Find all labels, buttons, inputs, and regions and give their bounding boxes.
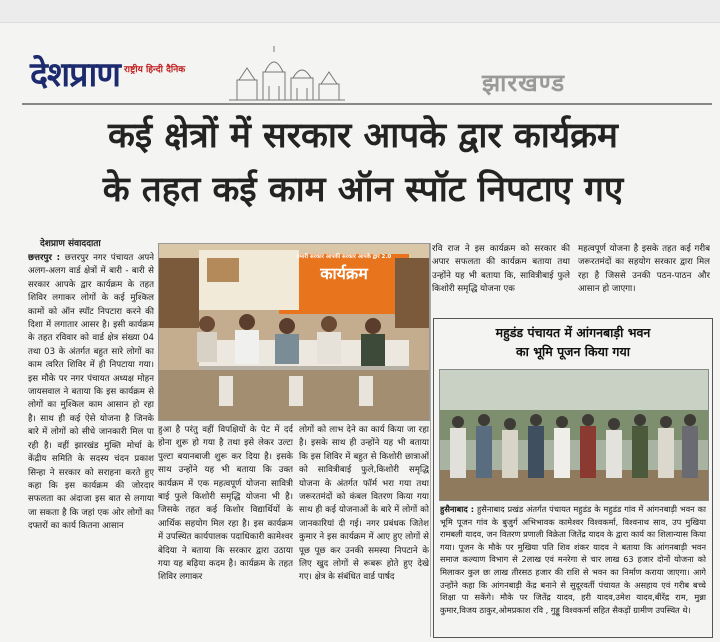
temple-skyline-icon — [227, 42, 347, 102]
boxed-story-headline-line-1: महुडंड पंचायत में आंगनबाड़ी भवन — [495, 325, 651, 340]
boxed-story-text — [440, 503, 706, 635]
photo-bhoomi-pujan-image — [440, 370, 708, 500]
story-dateline: छत्तरपुर : — [28, 253, 61, 263]
photo-event-stage — [158, 243, 430, 421]
photo-banner-main-text: कार्यक्रम — [320, 264, 368, 283]
headline-line-1: कई क्षेत्रों में सरकार आपके द्वार कार्यक्रम — [108, 116, 618, 156]
masthead-tagline: राष्ट्रीय हिन्दी दैनिक — [124, 65, 186, 75]
story-column-2: हुआ है परंतु वहीं विपक्षियों के पेट में दर्द होना शुरू हो गया है तथा इसे लेकर उल्टा पुल्टा बयानबाजी शुरू कर दिया है। इसके साथ उन्होंने यह भी बताया कि उक्त कार्यक्रम में एक महत्वपूर्ण योजना सावित्री बाई फुले किशोरी समृद्धि योजना भी है। जिसके तहत कई किशोर विद्यार्थियों के आर्थिक सहयोग मिल रहा है। इस कार्यक्रम में उपस्थित कार्यपालक पदाधिकारी कामेश्वर बेदिया ने बताया कि सरकार द्वारा उठाया गया यह बढ़िया कदम है। कार्यक्रम के तहत शिविर लगाकर — [158, 425, 293, 583]
top-margin — [0, 0, 720, 23]
story-column-1 — [28, 252, 154, 637]
masthead — [22, 32, 712, 102]
story-column-4: रवि राज ने इस कार्यक्रम को सरकार की अपार सफलता की कार्यक्रम बताया तथा उन्होंने यह भी बताया कि, सावित्रीबाई फुले किशोरी समृद्धि योजना एक — [432, 244, 570, 295]
boxed-story-dateline: हुसैनाबाद : — [440, 504, 475, 514]
headline-line-2: के तहत कई काम ऑन स्पॉट निपटाए गए — [102, 170, 624, 210]
boxed-story-headline — [434, 323, 712, 361]
story-column-5: महत्वपूर्ण योजना है इसके तहत कई गरीब जरूरतमंदों का सहयोग सरकार द्वारा मिल रहा है जिससे उनकी पठन-पाठन और आसान हो जाएगा। — [578, 244, 710, 295]
photo-banner-top-text: हमारी सरकार आपकी सरकार आपके द्वार 2.0 — [296, 254, 392, 260]
boxed-story-body: हुसैनाबाद प्रखंड अंतर्गत पंचायत महुडंड के महुडंड गांव में आंगनबाड़ी भवन का भूमि पूजन गांव के बुजुर्ग अभिभावक कामेश्वर विश्वकर्मा, विश्वनाथ साव, उप मुखिया रामबली यादव, जन वितरण प्रणाली विक्रेता जितेंद्र यादव के द्वारा कार्य का शिलान्यास किया गया। पूजन के मौके पर मुखिया पति शिव शंकर यादव ने बताया कि आंगनबाड़ी भवन समाज कल्याण विभाग से 2लाख एवं मनरेगा से चार लाख 63 हजार दोनों योजना को मिलाकर कुल छः लाख तीरसठ हजार की राशि से भवन का निर्माण कराया जाएगा। आगे उन्होंने कहा कि आंगनबाड़ी केंद्र बनाने से सुदूरवर्ती पंचायत के असहाय एवं गरीब बच्चे शिक्षा पा सकेंगे। मौके पर जितेंद्र यादव, हरी यादव,उमेश यादव,बीरेंद्र राम, मुन्ना कुमार,विजय ठाकुर,ओमप्रकाश रवि , गुड्डू विश्वकर्मा सहित सैकड़ों ग्रामीण उपस्थित थे। — [440, 504, 706, 615]
story-column-3: लोगों को लाभ देने का कार्य किया जा रहा है। इसके साथ ही उन्होंने यह भी बताया कि इस शिविर में बहुत से किशोरी छात्राओं को सावित्रीबाई फुले,किशोरी समृद्धि योजना के अंतर्गत फॉर्म भरा गया तथा जरूरतमंदों को कंबल वितरण किया गया साथ ही कई योजनाओं के बारे में लोगों को जानकारियां दी गई। नगर प्रबंधक जितेश कुमार ने इस कार्यक्रम में आए हुए लोगों से पूछ पूछ कर उनकी समस्या निपटाने के लिए खुद लोगों से रूबरू होते हुए देखे गए। क्षेत्र के संबंधित वार्ड पार्षद — [299, 425, 429, 583]
photo-bhoomi-pujan — [439, 369, 709, 501]
masthead-logo: देशप्राण — [30, 55, 120, 95]
boxed-story-headline-line-2: का भूमि पूजन किया गया — [516, 344, 630, 359]
column-divider — [430, 243, 431, 637]
region-section-label: झारखण्ड — [482, 69, 566, 97]
masthead-rule — [22, 103, 712, 105]
boxed-story — [433, 318, 713, 638]
byline: देशप्राण संवाददाता — [40, 239, 101, 249]
story-column-1-text: छत्तरपुर नगर पंचायत अपने अलग-अलग वार्ड क्षेत्रों में बारी - बारी से सरकार आपके द्वार कार्यक्रम के तहत शिविर लगाकर लोगों के कई मुश्किल कामों को ऑन स्पॉट निपटारा करने की दिशा में लगातार आसर है। इसी कार्यक्रम के तहत रविवार को वार्ड क्षेत्र संख्या 04 तथा 03 के अंतर्गत बहुत सारे लोगों का काम त्वरित शिविर में ही निपटाया गया। इस मौके पर नगर पंचायत अध्यक्ष मोहन जायसवाल ने बताया कि इस कार्यक्रम से लोगों का मुश्किल काम आसान हो रहा है। साथ ही कई ऐसे योजना है जिनके बारे में लोगों को सीधे जानकारी मिल पा रही है। वहीं झारखंड मुक्ति मोर्चा के केंद्रीय समिति के सदस्य चंदन प्रकाश सिन्हा ने सरकार को सराहना करते हुए कहा कि इस कार्यक्रम की जोरदार सफलता का अंदाजा इस बात से लगाया जा सकता है कि जहां एक ओर लोगों का दफ्तरों का कार्य कितना आसान — [28, 253, 154, 532]
